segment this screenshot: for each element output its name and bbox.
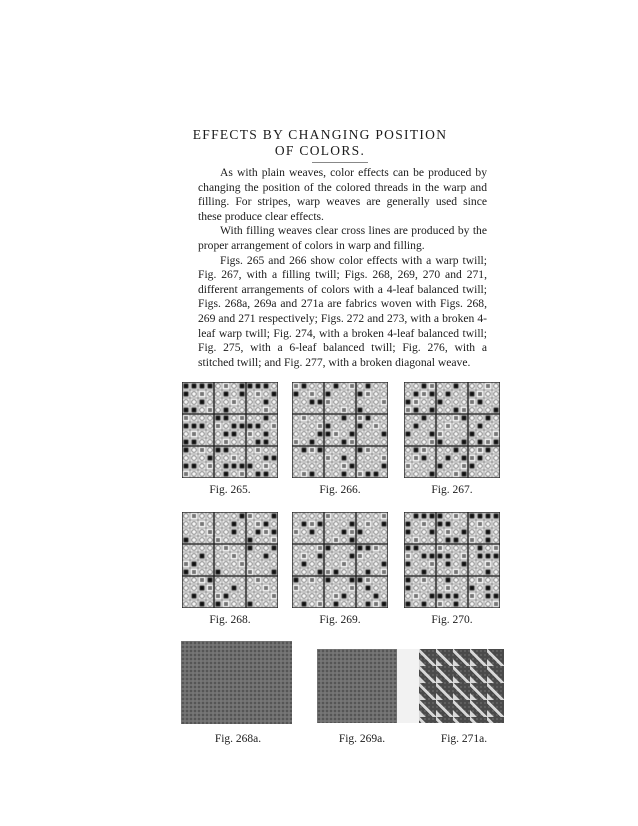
weave-diagram-fig-268: [182, 512, 278, 608]
caption-fig-267: Fig. 267.: [431, 484, 473, 496]
caption-fig-268a: Fig. 268a.: [214, 733, 262, 745]
weave-diagram-fig-265: [182, 382, 278, 478]
caption-fig-270: Fig. 270.: [431, 614, 473, 626]
caption-fig-269a: Fig. 269a.: [338, 733, 386, 745]
caption-fig-268: Fig. 268.: [209, 614, 251, 626]
weave-diagram-fig-266: [292, 382, 388, 478]
body-text: [198, 166, 487, 370]
page-title-line-2: OF COLORS.: [274, 143, 366, 158]
weave-diagram-fig-269: [292, 512, 388, 608]
fabric-photo-271a: [419, 649, 504, 723]
weave-diagram-fig-267: [404, 382, 500, 478]
paragraph-2: With filling weaves clear cross lines are produced by the proper arrangement of colors in warp and filling.: [198, 224, 487, 252]
weave-diagram-fig-270: [404, 512, 500, 608]
fabric-photo-divider: [397, 649, 419, 723]
caption-fig-271a: Fig. 271a.: [440, 733, 488, 745]
fabric-photo-269a: [317, 649, 397, 723]
paragraph-1: As with plain weaves, color effects can be produced by changing the position of the colored threads in the warp and filling. For stripes, warp weaves are generally used since these produce clear effects.: [198, 166, 487, 223]
fabric-photo-268a: [181, 641, 292, 724]
caption-fig-269: Fig. 269.: [319, 614, 361, 626]
title-rule: [312, 162, 368, 163]
paragraph-3: Figs. 265 and 266 show color effects with a warp twill; Fig. 267, with a filling twill; Figs. 268, 269, 270 and 271, different arrangements of colors with a 4-leaf balanced twill; Figs. 268a, 269a and 271a are fabrics woven with Figs. 268, 269 and 271 respectively; Figs. 272 and 273, with a broken 4-leaf warp twill; Fig. 274, with a broken 4-leaf balanced twill; Fig. 275, with a 6-leaf balanced twill; Fig. 276, with a stitched twill; and Fig. 277, with a broken diagonal weave.: [198, 253, 487, 369]
page-title-line-1: EFFECTS BY CHANGING POSITION: [192, 127, 448, 142]
caption-fig-266: Fig. 266.: [319, 484, 361, 496]
caption-fig-265: Fig. 265.: [209, 484, 251, 496]
